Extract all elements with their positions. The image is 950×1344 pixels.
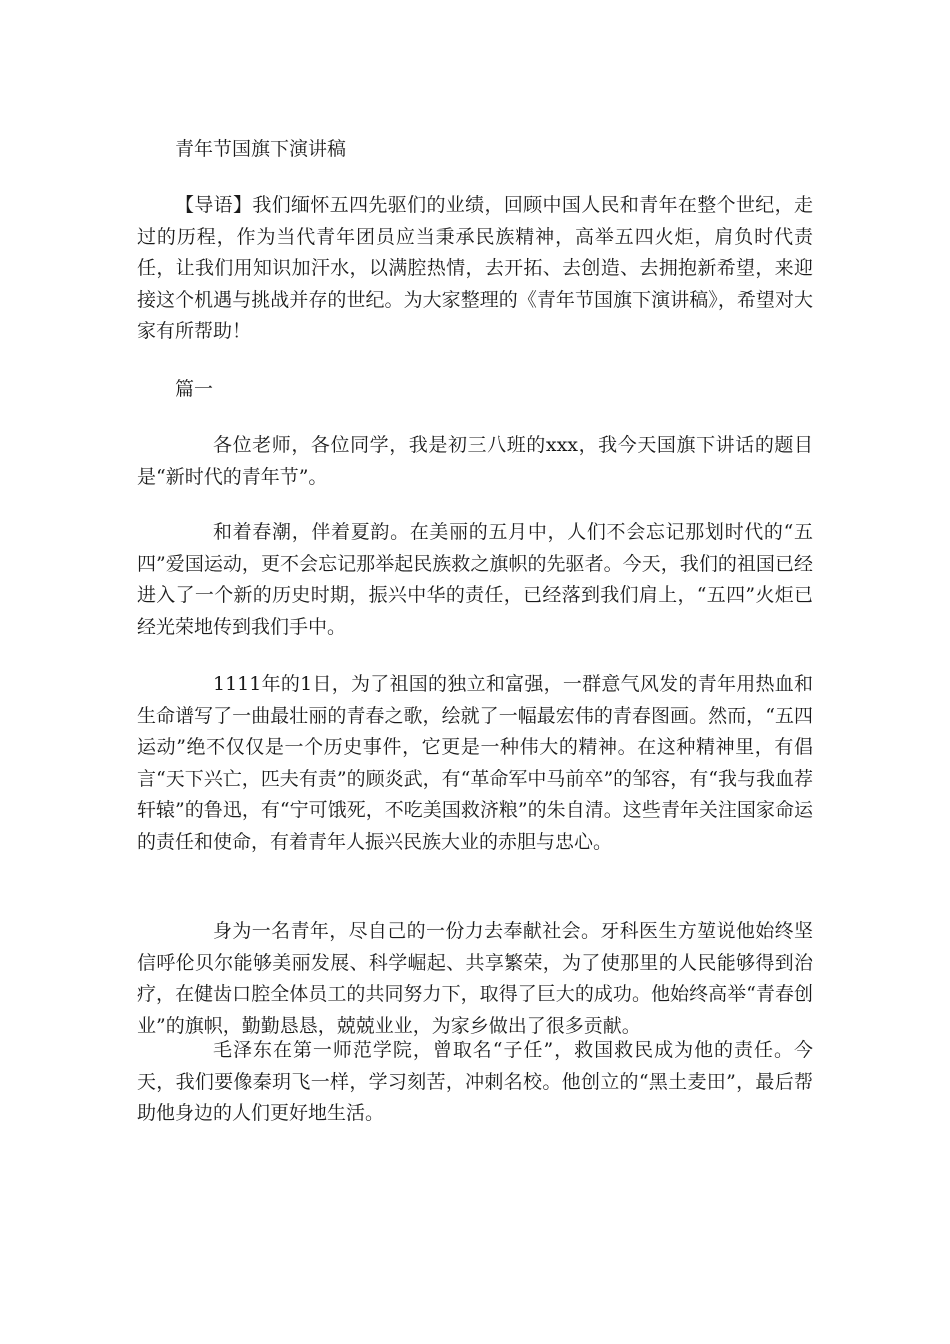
body-paragraph-3: 1111年的1日，为了祖国的独立和富强，一群意气风发的青年用热血和生命谱写了一曲最壮丽的青春之歌，绘就了一幅最宏伟的青春图画。然而，“五四运动”绝不仅仅是一个历史事件，它更是一种伟大的精神。在这种精神里，有倡言“天下兴亡，匹夫有责”的顾炎武，有“革命军中马前卒”的邹容，有“我与我血荐轩辕”的鲁迅，有“宁可饿死，不吃美国救济粮”的朱自清。这些青年关注国家命运的责任和使命，有着青年人振兴民族大业的赤胆与忠心。 <box>137 673 813 853</box>
body-paragraph-5: 毛泽东在第一师范学院，曾取名“子任”，救国救民成为他的责任。今天，我们要像秦玥飞一样，学习刻苦，冲刺名校。他创立的“黑土麦田”，最后帮助他身边的人们更好地生活。 <box>137 1039 813 1125</box>
section-label: 篇一 <box>175 378 214 400</box>
intro-paragraph: 【导语】我们缅怀五四先驱们的业绩，回顾中国人民和青年在整个世纪，走过的历程，作为当代青年团员应当秉承民族精神，高举五四火炬，肩负时代责任，让我们用知识加汗水，以满腔热情，去开拓、去创造、去拥抱新希望，来迎接这个机遇与挑战并存的世纪。为大家整理的《青年节国旗下演讲稿》，希望对大家有所帮助！ <box>137 194 813 343</box>
body-paragraph-1: 各位老师，各位同学，我是初三八班的xxx，我今天国旗下讲话的题目是“新时代的青年节”。 <box>137 434 813 488</box>
body-paragraph-2: 和着春潮，伴着夏韵。在美丽的五月中，人们不会忘记那划时代的“五四”爱国运动，更不会忘记那举起民族救之旗帜的先驱者。今天，我们的祖国已经进入了一个新的历史时期，振兴中华的责任，已经落到我们肩上，“五四”火炬已经光荣地传到我们手中。 <box>137 521 813 638</box>
body-paragraph-4: 身为一名青年，尽自己的一份力去奉献社会。牙科医生方堃说他始终坚信呼伦贝尔能够美丽发展、科学崛起、共享繁荣，为了使那里的人民能够得到治疗，在健齿口腔全体员工的共同努力下，取得了巨大的成功。他始终高举“青春创业”的旗帜，勤勤恳恳，兢兢业业，为家乡做出了很多贡献。 <box>137 920 813 1037</box>
document-title: 青年节国旗下演讲稿 <box>175 138 347 160</box>
